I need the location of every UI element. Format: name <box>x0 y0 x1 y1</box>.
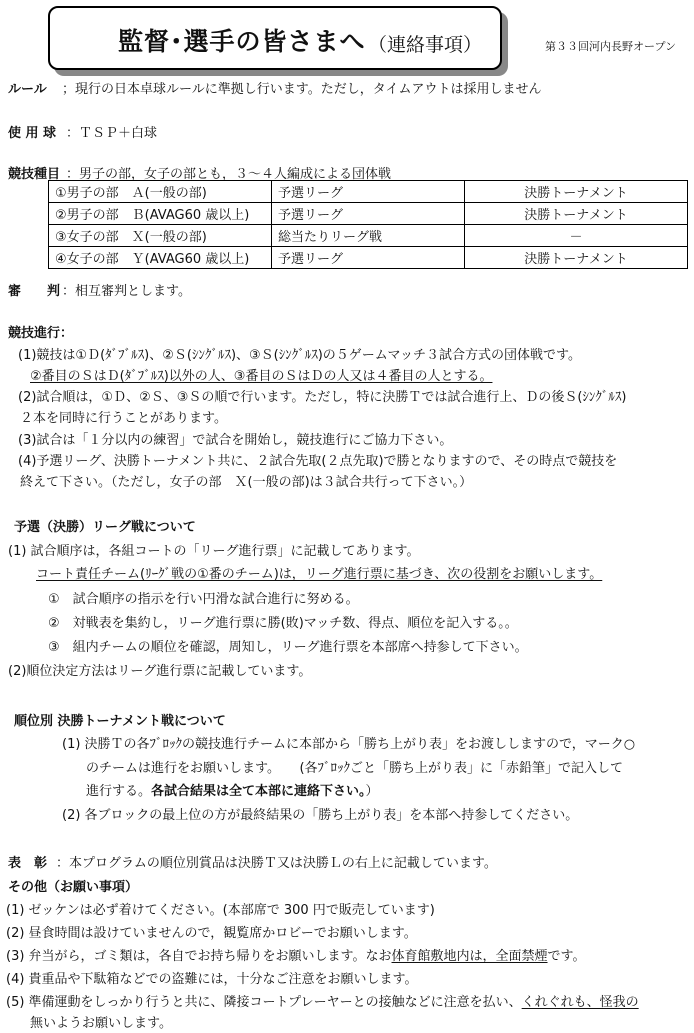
division-cell: ③女子の部 Ｘ(一般の部) <box>49 225 272 247</box>
referee-label: 審 判 <box>8 284 61 299</box>
events-label: 競技種目 <box>8 167 61 182</box>
others-item-2: (2) 昼食時間は設けていませんので，観覧席かロビーでお願いします。 <box>6 926 417 941</box>
final-cell: 決勝トーナメント <box>465 247 688 269</box>
tournament-item-1b: のチームは進行をお願いします。 (各ﾌﾞﾛｯｸごと「勝ち上がり表」に「赤鉛筆」で記入して <box>86 761 624 776</box>
prelim-cell: 予選リーグ <box>272 181 465 203</box>
progress-heading: 競技進行： <box>8 326 74 341</box>
table-row <box>49 247 688 269</box>
prelim-cell: 予選リーグ <box>272 203 465 225</box>
ball-text: ：ＴＳＰ＋白球 <box>66 126 158 141</box>
final-cell: 決勝トーナメント <box>465 181 688 203</box>
rule-text: ；現行の日本卓球ルールに準拠し行います。ただし，タイムアウトは採用しません <box>62 82 542 97</box>
league-item-1: (1) 試合順序は，各組コートの「リーグ進行票」に記載してあります。 <box>8 544 420 559</box>
division-cell: ②男子の部 Ｂ(AVAG60 歳以上) <box>49 203 272 225</box>
league-role-3: ③ 組内チームの順位を確認，周知し，リーグ進行票を本部席へ持参して下さい。 <box>48 640 528 655</box>
tournament-item-2: (2) 各ブロックの最上位の方が最終結果の「勝ち上がり表」を本部へ持参してください。 <box>62 808 579 823</box>
others-item-3b: 体育館敷地内は，全面禁煙 <box>391 949 548 964</box>
final-cell: － <box>465 225 688 247</box>
others-item-4: (4) 貴重品や下駄箱などでの盗難には，十分なご注意をお願いします。 <box>6 972 418 987</box>
others-item-1: (1) ゼッケンは必ず着けてください。(本部席で 300 円で販売しています) <box>6 903 435 918</box>
progress-item-4a: (4)予選リーグ、決勝トーナメント共に、２試合先取(２点先取)で勝となりますので、その時点で競技を <box>18 454 618 469</box>
others-item-3 <box>6 945 586 964</box>
table-row <box>49 225 688 247</box>
others-heading: その他（お願い事項） <box>8 880 139 895</box>
league-role-2: ② 対戦表を集約し，リーグ進行票に勝(敗)マッチ数、得点、順位を記入する。。 <box>48 616 518 631</box>
awards-text: ：本プログラムの順位別賞品は決勝Ｔ又は決勝Ｌの右上に記載しています。 <box>56 856 497 871</box>
table-row <box>49 181 688 203</box>
league-heading: 予選（決勝）リーグ戦について <box>14 520 196 535</box>
tournament-item-1c-bold: 各試合結果は全て本部に連絡下さい。 <box>151 784 366 799</box>
division-cell: ④女子の部 Ｙ(AVAG60 歳以上) <box>49 247 272 269</box>
others-item-5 <box>6 991 639 1010</box>
tournament-heading: 順位別 決勝トーナメント戦について <box>14 714 226 729</box>
table-row <box>49 203 688 225</box>
events-text: ：男子の部，女子の部とも，３～４人編成による団体戦 <box>66 167 392 182</box>
tournament-item-1c-text: 進行する。 <box>86 784 152 799</box>
progress-item-2b: ２本を同時に行うことがあります。 <box>20 411 227 426</box>
prelim-cell: 総当たりリーグ戦 <box>272 225 465 247</box>
awards-label: 表 彰 <box>8 856 48 871</box>
progress-item-1a: (1)競技は①Ｄ(ﾀﾞﾌﾞﾙｽ)、②Ｓ(ｼﾝｸﾞﾙｽ)、③Ｓ(ｼﾝｸﾞﾙｽ)の５ゲームマッチ３試合方式の団体戦です。 <box>18 348 581 363</box>
edition-label: 第３３回河内長野オープン <box>545 40 677 53</box>
final-cell: 決勝トーナメント <box>465 203 688 225</box>
referee-text: ：相互審判とします。 <box>62 284 191 299</box>
events-table <box>48 180 688 269</box>
league-item-2: (2)順位決定方法はリーグ進行票に記載しています。 <box>8 664 312 679</box>
league-item-1b: コート責任チーム(ﾘｰｸﾞ戦の①番のチーム)は，リーグ進行票に基づき、次の役割をお願いします。 <box>36 567 603 582</box>
tournament-item-1c-end: ） <box>365 784 379 799</box>
others-item-5a: (5) 準備運動をしっかり行うと共に、隣接コートプレーヤーとの接触などに注意を払い、 <box>6 995 522 1010</box>
page-subtitle: （連絡事項） <box>368 34 483 56</box>
progress-item-2a: (2)試合順は，①Ｄ、②Ｓ、③Ｓの順で行います。ただし，特に決勝Ｔでは試合進行上、Ｄの後Ｓ(ｼﾝｸﾞﾙｽ) <box>18 390 627 405</box>
division-cell: ①男子の部 Ａ(一般の部) <box>49 181 272 203</box>
progress-item-1b: ②番目のＳはＤ(ﾀﾞﾌﾞﾙｽ)以外の人、③番目のＳはＤの人又は４番目の人とする。 <box>30 369 493 384</box>
others-item-3a: (3) 弁当がら，ゴミ類は，各自でお持ち帰りをお願いします。なお <box>6 949 392 964</box>
others-item-3c: です。 <box>547 949 586 964</box>
progress-item-4b: 終えて下さい。（ただし，女子の部 Ｘ(一般の部)は３試合共行って下さい。） <box>20 475 473 490</box>
progress-item-3: (3)試合は「１分以内の練習」で試合を開始し，競技進行にご協力下さい。 <box>18 433 453 448</box>
tournament-item-1a: (1) 決勝Ｔの各ﾌﾞﾛｯｸの競技進行チームに本部から「勝ち上がり表」をお渡ししますので，マーク○ <box>62 737 636 752</box>
others-item-5c: 無いようお願いします。 <box>30 1016 172 1031</box>
prelim-cell: 予選リーグ <box>272 247 465 269</box>
tournament-item-1c <box>86 780 379 799</box>
league-role-1: ① 試合順序の指示を行い円滑な試合進行に努める。 <box>48 592 359 607</box>
rule-label: ルール <box>8 82 47 97</box>
ball-label: 使 用 球 <box>8 126 57 141</box>
page-title: 監督･選手の皆さまへ <box>118 27 366 56</box>
others-item-5b: くれぐれも、怪我の <box>521 995 639 1010</box>
